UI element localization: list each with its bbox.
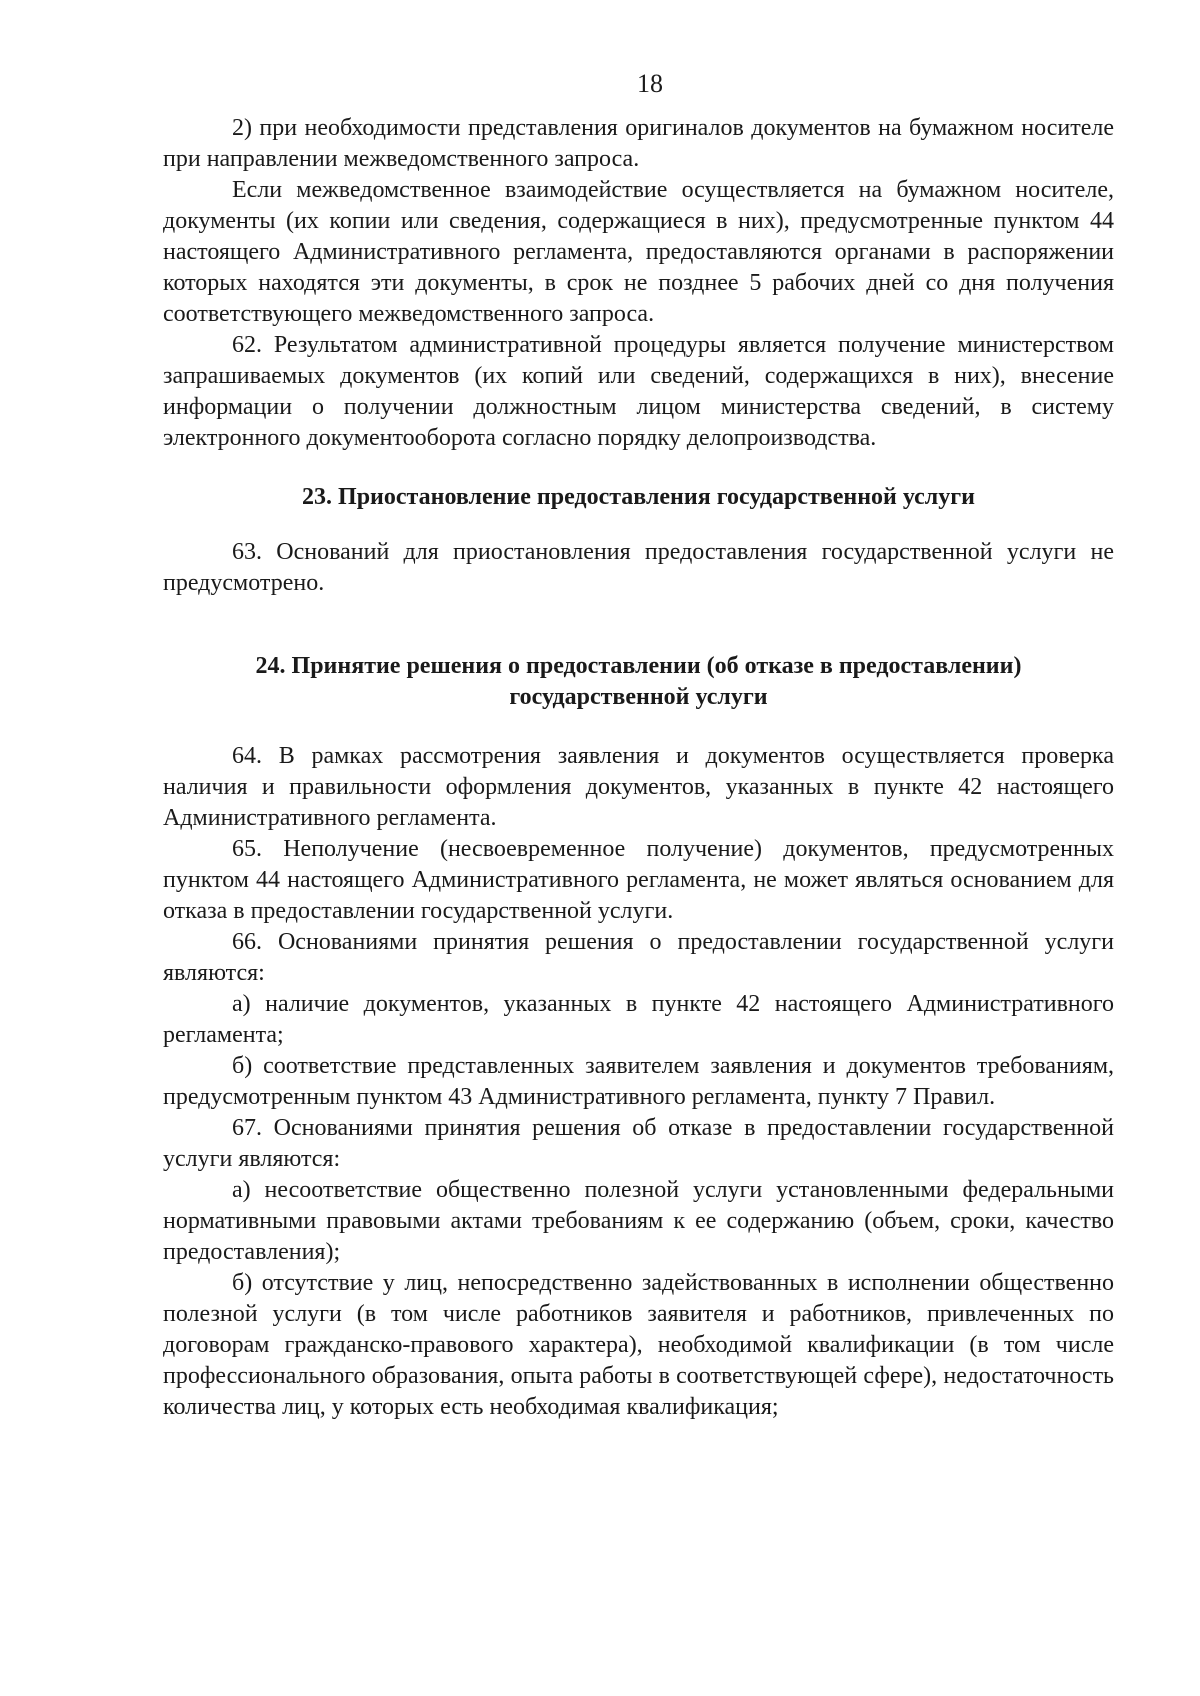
- paragraph: 67. Основаниями принятия решения об отказе в предоставлении государственной услуги являются:: [163, 1115, 1114, 1172]
- section-heading-24-line1: 24. Принятие решения о предоставлении (об отказе в предоставлении): [255, 653, 1022, 679]
- list-item: а) наличие документов, указанных в пункте 42 настоящего Административного регламента;: [163, 991, 1114, 1048]
- section-heading-23: 23. Приостановление предоставления государственной услуги: [302, 484, 975, 510]
- paragraph: 2) при необходимости представления оригиналов документов на бумажном носителе при направлении межведомственного запроса.: [163, 115, 1114, 172]
- list-item: б) соответствие представленных заявителем заявления и документов требованиям, предусмотренным пунктом 43 Административного регламента, пункту 7 Правил.: [163, 1053, 1114, 1110]
- list-item: а) несоответствие общественно полезной услуги установленными федеральными нормативными правовыми актами требованиям к ее содержанию (объем, сроки, качество предоставления);: [163, 1177, 1114, 1265]
- paragraph: 65. Неполучение (несвоевременное получение) документов, предусмотренных пунктом 44 настоящего Административного регламента, не может являться основанием для отказа в предоставлении государственной услуги.: [163, 836, 1114, 924]
- paragraph: Если межведомственное взаимодействие осуществляется на бумажном носителе, документы (их копии или сведения, содержащиеся в них), предусмотренные пунктом 44 настоящего Административного регламента, предоставляются органами в распоряжении которых находятся эти документы, в срок не позднее 5 рабочих дней со дня получения соответствующего межведомственного запроса.: [163, 177, 1114, 327]
- list-item: б) отсутствие у лиц, непосредственно задействованных в исполнении общественно полезной услуги (в том числе работников заявителя и работников, привлеченных по договорам гражданско-правового характера), необходимой квалификации (в том числе профессионального образования, опыта работы в соответствующей сфере), недостаточность количества лиц, у которых есть необходимая квалификация;: [163, 1270, 1114, 1420]
- paragraph: 63. Оснований для приостановления предоставления государственной услуги не предусмотрено.: [163, 539, 1114, 596]
- paragraph: 66. Основаниями принятия решения о предоставлении государственной услуги являются:: [163, 929, 1114, 986]
- section-heading-24-line2: государственной услуги: [509, 684, 768, 710]
- paragraph: 62. Результатом административной процедуры является получение министерством запрашиваемых документов (их копий или сведений, содержащихся в них), внесение информации о получении должностным лицом министерства сведений, в систему электронного документооборота согласно порядку делопроизводства.: [163, 332, 1114, 451]
- page-number: 18: [637, 69, 663, 98]
- section-heading-24: [163, 651, 1114, 713]
- document-body: [163, 113, 1114, 1423]
- paragraph: 64. В рамках рассмотрения заявления и документов осуществляется проверка наличия и правильности оформления документов, указанных в пункте 42 настоящего Административного регламента.: [163, 743, 1114, 831]
